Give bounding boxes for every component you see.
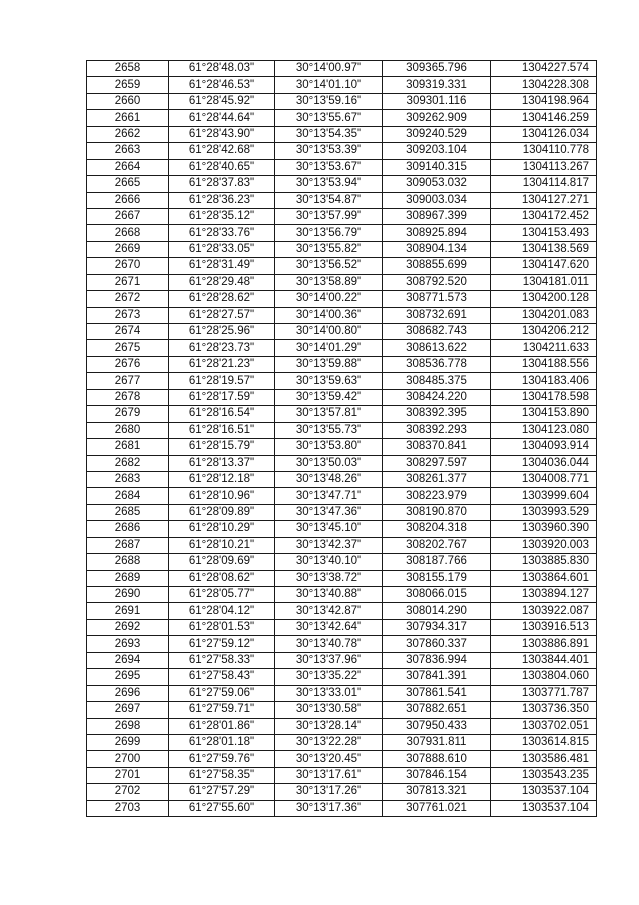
x-coordinate-cell: 307861.541: [383, 685, 491, 701]
longitude-cell: 30°13'58.89": [275, 274, 383, 290]
point-number-cell: 2679: [87, 406, 169, 422]
latitude-cell: 61°28'42.68": [169, 143, 275, 159]
latitude-cell: 61°28'36.23": [169, 192, 275, 208]
y-coordinate-cell: 1304227.574: [491, 61, 597, 77]
point-number-cell: 2658: [87, 61, 169, 77]
latitude-cell: 61°28'28.62": [169, 291, 275, 307]
longitude-cell: 30°14'00.22": [275, 291, 383, 307]
point-number-cell: 2674: [87, 324, 169, 340]
x-coordinate-cell: 307846.154: [383, 767, 491, 783]
table-row: [87, 373, 597, 389]
x-coordinate-cell: 308155.179: [383, 570, 491, 586]
table-row: [87, 537, 597, 553]
latitude-cell: 61°28'10.29": [169, 521, 275, 537]
point-number-cell: 2687: [87, 537, 169, 553]
table-row: [87, 291, 597, 307]
x-coordinate-cell: 309203.104: [383, 143, 491, 159]
y-coordinate-cell: 1303922.087: [491, 603, 597, 619]
latitude-cell: 61°27'58.35": [169, 767, 275, 783]
x-coordinate-cell: 308261.377: [383, 471, 491, 487]
y-coordinate-cell: 1303993.529: [491, 504, 597, 520]
latitude-cell: 61°28'45.92": [169, 93, 275, 109]
latitude-cell: 61°28'16.54": [169, 406, 275, 422]
latitude-cell: 61°27'57.29": [169, 784, 275, 800]
latitude-cell: 61°28'43.90": [169, 126, 275, 142]
y-coordinate-cell: 1303702.051: [491, 718, 597, 734]
latitude-cell: 61°28'48.03": [169, 61, 275, 77]
table-row: [87, 702, 597, 718]
y-coordinate-cell: 1303916.513: [491, 619, 597, 635]
latitude-cell: 61°28'44.64": [169, 110, 275, 126]
point-number-cell: 2688: [87, 554, 169, 570]
latitude-cell: 61°27'55.60": [169, 800, 275, 816]
point-number-cell: 2690: [87, 587, 169, 603]
latitude-cell: 61°28'17.59": [169, 389, 275, 405]
y-coordinate-cell: 1303614.815: [491, 734, 597, 750]
longitude-cell: 30°13'30.58": [275, 702, 383, 718]
y-coordinate-cell: 1304127.271: [491, 192, 597, 208]
table-row: [87, 389, 597, 405]
longitude-cell: 30°13'38.72": [275, 570, 383, 586]
y-coordinate-cell: 1304110.778: [491, 143, 597, 159]
latitude-cell: 61°28'13.37": [169, 455, 275, 471]
x-coordinate-cell: 308855.699: [383, 258, 491, 274]
point-number-cell: 2681: [87, 439, 169, 455]
point-number-cell: 2684: [87, 488, 169, 504]
table-row: [87, 619, 597, 635]
latitude-cell: 61°28'08.62": [169, 570, 275, 586]
table-row: [87, 652, 597, 668]
x-coordinate-cell: 307860.337: [383, 636, 491, 652]
latitude-cell: 61°28'12.18": [169, 471, 275, 487]
table-row: [87, 718, 597, 734]
longitude-cell: 30°13'45.10": [275, 521, 383, 537]
point-number-cell: 2675: [87, 340, 169, 356]
latitude-cell: 61°27'59.06": [169, 685, 275, 701]
point-number-cell: 2703: [87, 800, 169, 816]
table-row: [87, 340, 597, 356]
y-coordinate-cell: 1303920.003: [491, 537, 597, 553]
latitude-cell: 61°28'33.76": [169, 225, 275, 241]
point-number-cell: 2663: [87, 143, 169, 159]
point-number-cell: 2661: [87, 110, 169, 126]
longitude-cell: 30°13'53.39": [275, 143, 383, 159]
latitude-cell: 61°28'35.12": [169, 208, 275, 224]
y-coordinate-cell: 1304201.083: [491, 307, 597, 323]
point-number-cell: 2666: [87, 192, 169, 208]
y-coordinate-cell: 1303586.481: [491, 751, 597, 767]
point-number-cell: 2676: [87, 356, 169, 372]
x-coordinate-cell: 309301.116: [383, 93, 491, 109]
longitude-cell: 30°13'55.73": [275, 422, 383, 438]
latitude-cell: 61°27'59.71": [169, 702, 275, 718]
latitude-cell: 61°28'10.21": [169, 537, 275, 553]
longitude-cell: 30°14'01.10": [275, 77, 383, 93]
table-row: [87, 669, 597, 685]
longitude-cell: 30°13'59.42": [275, 389, 383, 405]
y-coordinate-cell: 1304178.598: [491, 389, 597, 405]
x-coordinate-cell: 308536.778: [383, 356, 491, 372]
x-coordinate-cell: 308613.622: [383, 340, 491, 356]
latitude-cell: 61°28'04.12": [169, 603, 275, 619]
table-row: [87, 521, 597, 537]
latitude-cell: 61°27'58.43": [169, 669, 275, 685]
latitude-cell: 61°28'19.57": [169, 373, 275, 389]
longitude-cell: 30°13'55.82": [275, 241, 383, 257]
y-coordinate-cell: 1303960.390: [491, 521, 597, 537]
longitude-cell: 30°14'00.97": [275, 61, 383, 77]
latitude-cell: 61°28'31.49": [169, 258, 275, 274]
x-coordinate-cell: 308392.395: [383, 406, 491, 422]
x-coordinate-cell: 307888.610: [383, 751, 491, 767]
point-number-cell: 2683: [87, 471, 169, 487]
x-coordinate-cell: 308204.318: [383, 521, 491, 537]
y-coordinate-cell: 1304183.406: [491, 373, 597, 389]
table-row: [87, 767, 597, 783]
longitude-cell: 30°13'56.79": [275, 225, 383, 241]
latitude-cell: 61°28'01.53": [169, 619, 275, 635]
y-coordinate-cell: 1304146.259: [491, 110, 597, 126]
x-coordinate-cell: 308392.293: [383, 422, 491, 438]
point-number-cell: 2700: [87, 751, 169, 767]
x-coordinate-cell: 308223.979: [383, 488, 491, 504]
latitude-cell: 61°28'27.57": [169, 307, 275, 323]
longitude-cell: 30°13'56.52": [275, 258, 383, 274]
x-coordinate-cell: 309365.796: [383, 61, 491, 77]
table-row: [87, 208, 597, 224]
longitude-cell: 30°13'47.71": [275, 488, 383, 504]
table-row: [87, 324, 597, 340]
longitude-cell: 30°13'40.88": [275, 587, 383, 603]
longitude-cell: 30°13'59.16": [275, 93, 383, 109]
point-number-cell: 2692: [87, 619, 169, 635]
coordinates-table: [86, 60, 597, 817]
coordinates-table-body: [87, 61, 597, 817]
latitude-cell: 61°28'37.83": [169, 176, 275, 192]
y-coordinate-cell: 1304181.011: [491, 274, 597, 290]
point-number-cell: 2702: [87, 784, 169, 800]
table-row: [87, 439, 597, 455]
longitude-cell: 30°13'59.63": [275, 373, 383, 389]
longitude-cell: 30°13'54.87": [275, 192, 383, 208]
point-number-cell: 2685: [87, 504, 169, 520]
table-row: [87, 800, 597, 816]
point-number-cell: 2667: [87, 208, 169, 224]
point-number-cell: 2701: [87, 767, 169, 783]
latitude-cell: 61°28'29.48": [169, 274, 275, 290]
latitude-cell: 61°28'09.89": [169, 504, 275, 520]
y-coordinate-cell: 1303864.601: [491, 570, 597, 586]
x-coordinate-cell: 308904.134: [383, 241, 491, 257]
longitude-cell: 30°13'35.22": [275, 669, 383, 685]
point-number-cell: 2664: [87, 159, 169, 175]
y-coordinate-cell: 1304113.267: [491, 159, 597, 175]
x-coordinate-cell: 308682.743: [383, 324, 491, 340]
table-row: [87, 422, 597, 438]
longitude-cell: 30°13'40.78": [275, 636, 383, 652]
x-coordinate-cell: 309003.034: [383, 192, 491, 208]
table-row: [87, 356, 597, 372]
y-coordinate-cell: 1303543.235: [491, 767, 597, 783]
longitude-cell: 30°13'17.61": [275, 767, 383, 783]
latitude-cell: 61°28'40.65": [169, 159, 275, 175]
x-coordinate-cell: 308424.220: [383, 389, 491, 405]
x-coordinate-cell: 308014.290: [383, 603, 491, 619]
table-row: [87, 143, 597, 159]
latitude-cell: 61°27'59.76": [169, 751, 275, 767]
x-coordinate-cell: 308190.870: [383, 504, 491, 520]
y-coordinate-cell: 1303537.104: [491, 800, 597, 816]
point-number-cell: 2668: [87, 225, 169, 241]
y-coordinate-cell: 1304114.817: [491, 176, 597, 192]
longitude-cell: 30°13'17.26": [275, 784, 383, 800]
y-coordinate-cell: 1304198.964: [491, 93, 597, 109]
point-number-cell: 2665: [87, 176, 169, 192]
table-row: [87, 554, 597, 570]
x-coordinate-cell: 307950.433: [383, 718, 491, 734]
y-coordinate-cell: 1303771.787: [491, 685, 597, 701]
table-row: [87, 176, 597, 192]
table-row: [87, 603, 597, 619]
longitude-cell: 30°13'42.87": [275, 603, 383, 619]
y-coordinate-cell: 1304172.452: [491, 208, 597, 224]
longitude-cell: 30°13'53.67": [275, 159, 383, 175]
y-coordinate-cell: 1304211.633: [491, 340, 597, 356]
x-coordinate-cell: 309240.529: [383, 126, 491, 142]
y-coordinate-cell: 1303886.891: [491, 636, 597, 652]
point-number-cell: 2682: [87, 455, 169, 471]
longitude-cell: 30°13'59.88": [275, 356, 383, 372]
table-row: [87, 587, 597, 603]
point-number-cell: 2689: [87, 570, 169, 586]
table-row: [87, 241, 597, 257]
longitude-cell: 30°13'42.64": [275, 619, 383, 635]
longitude-cell: 30°13'33.01": [275, 685, 383, 701]
latitude-cell: 61°28'16.51": [169, 422, 275, 438]
x-coordinate-cell: 309053.032: [383, 176, 491, 192]
table-row: [87, 110, 597, 126]
longitude-cell: 30°13'54.35": [275, 126, 383, 142]
x-coordinate-cell: 307813.321: [383, 784, 491, 800]
y-coordinate-cell: 1304093.914: [491, 439, 597, 455]
x-coordinate-cell: 308370.841: [383, 439, 491, 455]
longitude-cell: 30°13'22.28": [275, 734, 383, 750]
table-row: [87, 570, 597, 586]
y-coordinate-cell: 1304188.556: [491, 356, 597, 372]
y-coordinate-cell: 1304123.080: [491, 422, 597, 438]
point-number-cell: 2662: [87, 126, 169, 142]
point-number-cell: 2677: [87, 373, 169, 389]
table-row: [87, 504, 597, 520]
latitude-cell: 61°28'05.77": [169, 587, 275, 603]
latitude-cell: 61°28'25.96": [169, 324, 275, 340]
longitude-cell: 30°13'20.45": [275, 751, 383, 767]
y-coordinate-cell: 1304008.771: [491, 471, 597, 487]
latitude-cell: 61°28'33.05": [169, 241, 275, 257]
y-coordinate-cell: 1304126.034: [491, 126, 597, 142]
latitude-cell: 61°28'15.79": [169, 439, 275, 455]
x-coordinate-cell: 308187.766: [383, 554, 491, 570]
longitude-cell: 30°13'48.26": [275, 471, 383, 487]
point-number-cell: 2696: [87, 685, 169, 701]
latitude-cell: 61°28'09.69": [169, 554, 275, 570]
point-number-cell: 2669: [87, 241, 169, 257]
point-number-cell: 2671: [87, 274, 169, 290]
x-coordinate-cell: 308925.894: [383, 225, 491, 241]
point-number-cell: 2695: [87, 669, 169, 685]
y-coordinate-cell: 1303999.604: [491, 488, 597, 504]
point-number-cell: 2673: [87, 307, 169, 323]
y-coordinate-cell: 1304138.569: [491, 241, 597, 257]
point-number-cell: 2686: [87, 521, 169, 537]
x-coordinate-cell: 307761.021: [383, 800, 491, 816]
y-coordinate-cell: 1303736.350: [491, 702, 597, 718]
x-coordinate-cell: 307931.811: [383, 734, 491, 750]
longitude-cell: 30°13'28.14": [275, 718, 383, 734]
table-row: [87, 61, 597, 77]
longitude-cell: 30°13'40.10": [275, 554, 383, 570]
longitude-cell: 30°13'37.96": [275, 652, 383, 668]
point-number-cell: 2694: [87, 652, 169, 668]
table-row: [87, 225, 597, 241]
x-coordinate-cell: 307836.994: [383, 652, 491, 668]
latitude-cell: 61°28'21.23": [169, 356, 275, 372]
latitude-cell: 61°28'01.86": [169, 718, 275, 734]
point-number-cell: 2691: [87, 603, 169, 619]
longitude-cell: 30°13'42.37": [275, 537, 383, 553]
longitude-cell: 30°14'00.80": [275, 324, 383, 340]
x-coordinate-cell: 308297.597: [383, 455, 491, 471]
point-number-cell: 2659: [87, 77, 169, 93]
longitude-cell: 30°13'53.80": [275, 439, 383, 455]
table-row: [87, 126, 597, 142]
point-number-cell: 2693: [87, 636, 169, 652]
point-number-cell: 2697: [87, 702, 169, 718]
table-row: [87, 307, 597, 323]
y-coordinate-cell: 1303804.060: [491, 669, 597, 685]
x-coordinate-cell: 307882.651: [383, 702, 491, 718]
table-row: [87, 258, 597, 274]
longitude-cell: 30°13'57.81": [275, 406, 383, 422]
x-coordinate-cell: 309140.315: [383, 159, 491, 175]
y-coordinate-cell: 1304153.493: [491, 225, 597, 241]
y-coordinate-cell: 1304228.308: [491, 77, 597, 93]
point-number-cell: 2660: [87, 93, 169, 109]
y-coordinate-cell: 1303885.830: [491, 554, 597, 570]
latitude-cell: 61°28'10.96": [169, 488, 275, 504]
x-coordinate-cell: 308066.015: [383, 587, 491, 603]
y-coordinate-cell: 1303537.104: [491, 784, 597, 800]
latitude-cell: 61°28'01.18": [169, 734, 275, 750]
x-coordinate-cell: 308771.573: [383, 291, 491, 307]
point-number-cell: 2678: [87, 389, 169, 405]
longitude-cell: 30°14'00.36": [275, 307, 383, 323]
longitude-cell: 30°14'01.29": [275, 340, 383, 356]
longitude-cell: 30°13'57.99": [275, 208, 383, 224]
latitude-cell: 61°27'58.33": [169, 652, 275, 668]
point-number-cell: 2698: [87, 718, 169, 734]
x-coordinate-cell: 307934.317: [383, 619, 491, 635]
table-row: [87, 192, 597, 208]
table-row: [87, 471, 597, 487]
point-number-cell: 2670: [87, 258, 169, 274]
longitude-cell: 30°13'17.36": [275, 800, 383, 816]
x-coordinate-cell: 308485.375: [383, 373, 491, 389]
y-coordinate-cell: 1304200.128: [491, 291, 597, 307]
x-coordinate-cell: 308792.520: [383, 274, 491, 290]
point-number-cell: 2699: [87, 734, 169, 750]
table-row: [87, 93, 597, 109]
table-row: [87, 636, 597, 652]
x-coordinate-cell: 309262.909: [383, 110, 491, 126]
y-coordinate-cell: 1303844.401: [491, 652, 597, 668]
latitude-cell: 61°27'59.12": [169, 636, 275, 652]
table-row: [87, 734, 597, 750]
table-row: [87, 488, 597, 504]
table-row: [87, 159, 597, 175]
latitude-cell: 61°28'23.73": [169, 340, 275, 356]
longitude-cell: 30°13'50.03": [275, 455, 383, 471]
table-row: [87, 274, 597, 290]
y-coordinate-cell: 1304147.620: [491, 258, 597, 274]
point-number-cell: 2680: [87, 422, 169, 438]
point-number-cell: 2672: [87, 291, 169, 307]
latitude-cell: 61°28'46.53": [169, 77, 275, 93]
x-coordinate-cell: 309319.331: [383, 77, 491, 93]
longitude-cell: 30°13'47.36": [275, 504, 383, 520]
table-row: [87, 751, 597, 767]
y-coordinate-cell: 1304206.212: [491, 324, 597, 340]
x-coordinate-cell: 308967.399: [383, 208, 491, 224]
table-row: [87, 455, 597, 471]
table-row: [87, 784, 597, 800]
x-coordinate-cell: 308732.691: [383, 307, 491, 323]
longitude-cell: 30°13'53.94": [275, 176, 383, 192]
x-coordinate-cell: 308202.767: [383, 537, 491, 553]
x-coordinate-cell: 307841.391: [383, 669, 491, 685]
y-coordinate-cell: 1303894.127: [491, 587, 597, 603]
table-row: [87, 406, 597, 422]
table-row: [87, 685, 597, 701]
longitude-cell: 30°13'55.67": [275, 110, 383, 126]
y-coordinate-cell: 1304036.044: [491, 455, 597, 471]
table-row: [87, 77, 597, 93]
y-coordinate-cell: 1304153.890: [491, 406, 597, 422]
